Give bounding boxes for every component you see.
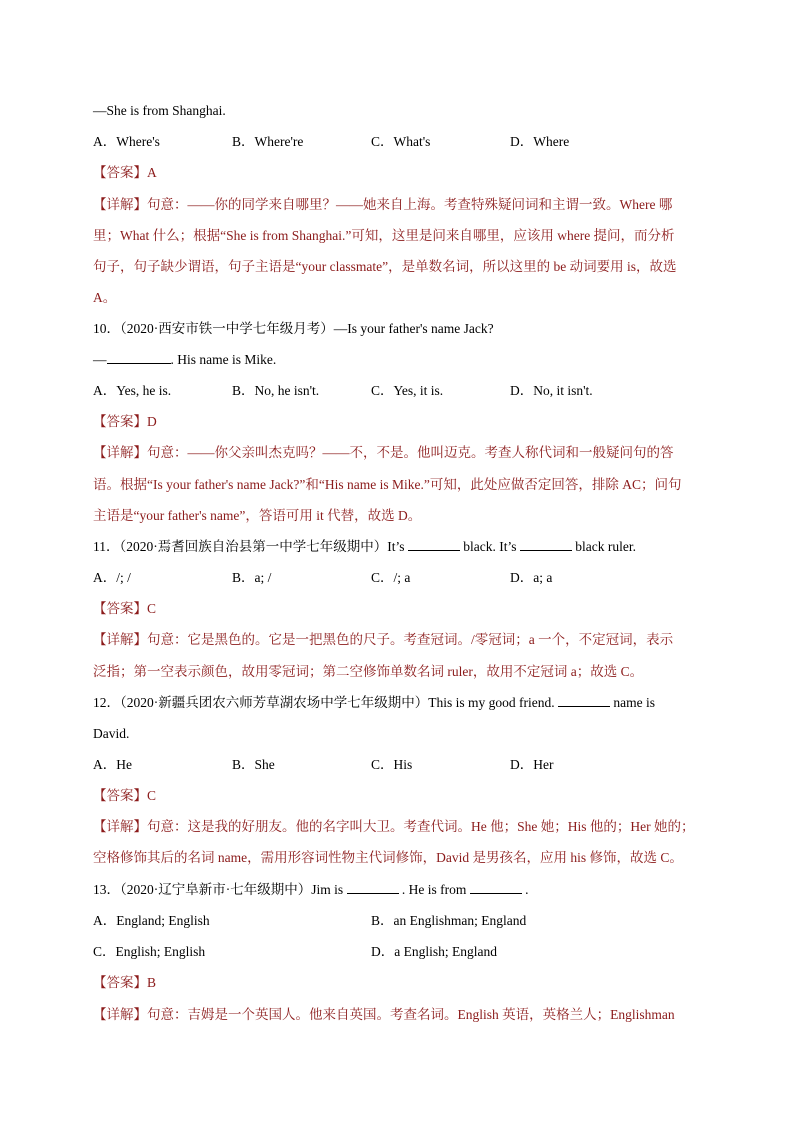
detail-text: 句意：——你父亲叫杰克吗？——不，不是。他叫迈克。考查人称代词和一般疑问句的答	[147, 445, 674, 460]
option-b: B．She	[232, 757, 275, 772]
option-c: C．English; English	[93, 944, 206, 959]
q12-stem-2: David.	[93, 726, 130, 741]
q10-stem-2: — . His name is Mike.	[93, 352, 277, 367]
q9-answer	[93, 163, 701, 183]
q11-answer	[93, 599, 701, 619]
option-a: A．Yes, he is.	[93, 383, 172, 398]
q9-options	[93, 132, 703, 152]
option-d: D．No, it isn't.	[510, 383, 593, 398]
detail-text: 句意：吉姆是一个英国人。他来自英国。考查名词。English 英语，英格兰人；Englishman	[147, 1007, 675, 1022]
q13-options-row-1	[93, 911, 703, 931]
q12-answer	[93, 786, 701, 806]
option-b: B．No, he isn't.	[232, 383, 320, 398]
answer-blank	[347, 881, 399, 894]
answer-blank	[470, 881, 522, 894]
option-a: A．England; English	[93, 913, 210, 928]
answer-blank	[558, 694, 610, 707]
answer-tag: 【答案】	[93, 165, 147, 180]
answer-tag: 【答案】	[93, 975, 147, 990]
q10-stem: 10．（2020·西安市铁一中学七年级月考）—Is your father's name Jack?	[93, 321, 494, 336]
answer-blank	[520, 538, 572, 551]
detail-tag: 【详解】	[93, 197, 147, 212]
detail-tag: 【详解】	[93, 1007, 147, 1022]
option-a: A．He	[93, 757, 132, 772]
answer-value: A	[147, 165, 157, 180]
q10-detail-line-3: 主语是“your father's name”，答语可用 it 代替，故选 D。	[93, 508, 422, 523]
option-d: D．a English; England	[371, 944, 497, 959]
q9-detail-line-1	[93, 195, 701, 215]
answer-value: C	[147, 788, 157, 803]
option-b: B．Where're	[232, 134, 304, 149]
option-d: D．a; a	[510, 570, 553, 585]
option-b: B．a; /	[232, 570, 272, 585]
q9-detail-line-2: 里；What 什么；根据“She is from Shanghai.”可知，这里是问来自哪里，应该用 where 提问，而分析	[93, 228, 675, 243]
q13-answer	[93, 973, 701, 993]
answer-value: D	[147, 414, 157, 429]
q11-detail-line-2: 泛指；第一空表示颜色，故用零冠词；第二空修饰单数名词 ruler，故用不定冠词 a；故选 C。	[93, 664, 644, 679]
detail-tag: 【详解】	[93, 632, 147, 647]
q11-stem: 11．（2020·焉耆回族自治县第一中学七年级期中）It’s black. It’s black ruler.	[93, 539, 636, 554]
answer-value: C	[147, 601, 157, 616]
q12-options	[93, 755, 703, 775]
detail-text: 句意：这是我的好朋友。他的名字叫大卫。考查代词。He 他；She 她；His 他的；Her 她的；	[147, 819, 695, 834]
q12-stem: 12．（2020·新疆兵团农六师芳草湖农场中学七年级期中）This is my good friend. name is	[93, 695, 655, 710]
option-d: D．Her	[510, 757, 554, 772]
detail-text: 句意：它是黑色的。它是一把黑色的尺子。考查冠词。/零冠词；a 一个，不定冠词，表示	[147, 632, 674, 647]
option-b: B．an Englishman; England	[371, 913, 527, 928]
q13-detail-line-1	[93, 1005, 701, 1025]
q13-options-row-2	[93, 942, 703, 962]
detail-tag: 【详解】	[93, 445, 147, 460]
q10-detail-line-1	[93, 443, 701, 463]
option-c: C．/; a	[371, 570, 411, 585]
answer-blank	[408, 538, 460, 551]
option-a: A．Where's	[93, 134, 160, 149]
option-a: A．/; /	[93, 570, 131, 585]
option-c: C．His	[371, 757, 413, 772]
q10-answer	[93, 412, 701, 432]
q10-options	[93, 381, 703, 401]
q11-options	[93, 568, 703, 588]
q12-detail-line-1	[93, 817, 701, 837]
q9-detail-line-3: 句子，句子缺少谓语，句子主语是“your classmate”，是单数名词，所以这里的 be 动词要用 is，故选	[93, 259, 677, 274]
q9-detail-line-4: A。	[93, 290, 117, 305]
answer-value: B	[147, 975, 157, 990]
option-c: C．Yes, it is.	[371, 383, 444, 398]
option-c: C．What's	[371, 134, 431, 149]
detail-text: 句意：——你的同学来自哪里？——她来自上海。考查特殊疑问词和主谓一致。Where 哪	[147, 197, 673, 212]
q9-answer-line: —She is from Shanghai.	[93, 103, 226, 118]
q12-detail-line-2: 空格修饰其后的名词 name，需用形容词性物主代词修饰，David 是男孩名，应用 his 修饰，故选 C。	[93, 850, 683, 865]
answer-tag: 【答案】	[93, 601, 147, 616]
answer-blank	[107, 351, 171, 364]
q13-stem: 13．（2020·辽宁阜新市·七年级期中）Jim is . He is from .	[93, 882, 529, 897]
answer-tag: 【答案】	[93, 788, 147, 803]
q10-detail-line-2: 语。根据“Is your father's name Jack?”和“His name is Mike.”可知，此处应做否定回答，排除 AC；问句	[93, 477, 682, 492]
detail-tag: 【详解】	[93, 819, 147, 834]
option-d: D．Where	[510, 134, 570, 149]
answer-tag: 【答案】	[93, 414, 147, 429]
q11-detail-line-1	[93, 630, 701, 650]
